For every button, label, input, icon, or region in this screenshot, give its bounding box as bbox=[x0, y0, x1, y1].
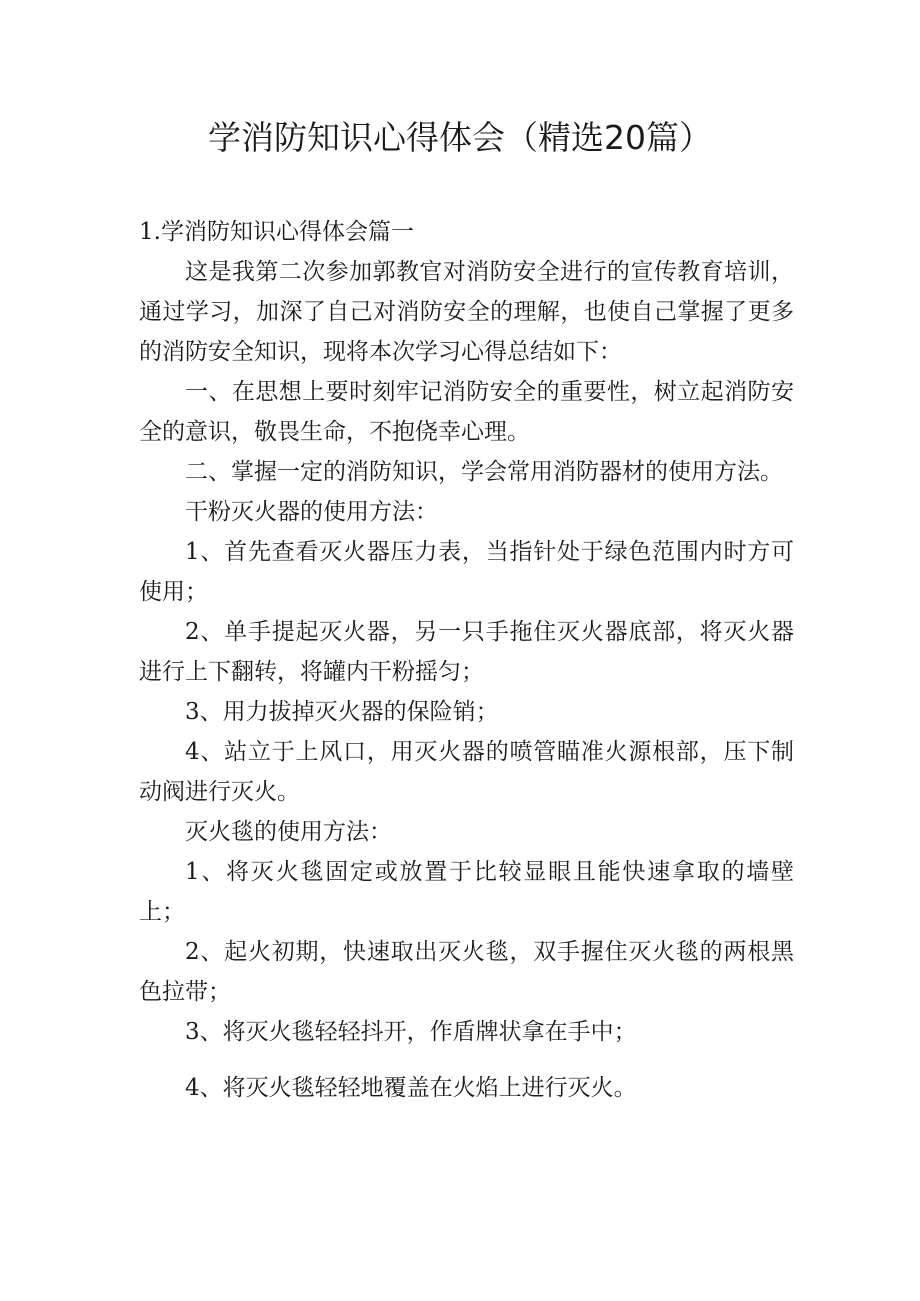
list-item: 1、将灭火毯固定或放置于比较显眼且能快速拿取的墙壁上； bbox=[139, 859, 794, 925]
list-item: 4、将灭火毯轻轻地覆盖在火焰上进行灭火。 bbox=[185, 1075, 637, 1101]
subheading-dry-powder-extinguisher: 干粉灭火器的使用方法： bbox=[185, 499, 438, 525]
paragraph-point-2: 二、掌握一定的消防知识，学会常用消防器材的使用方法。 bbox=[185, 459, 783, 485]
paragraph-intro: 这是我第二次参加郭教官对消防安全进行的宣传教育培训，通过学习，加深了自己对消防安全的理解，也使自己掌握了更多的消防安全知识，现将本次学习心得总结如下： bbox=[139, 259, 794, 365]
subheading-fire-blanket: 灭火毯的使用方法： bbox=[185, 819, 392, 845]
list-item: 2、单手提起灭火器，另一只手拖住灭火器底部，将灭火器进行上下翻转，将罐内干粉摇匀； bbox=[139, 619, 794, 685]
list-item: 2、起火初期，快速取出灭火毯，双手握住灭火毯的两根黑色拉带； bbox=[139, 939, 794, 1005]
list-item: 1、首先查看灭火器压力表，当指针处于绿色范围内时方可使用； bbox=[139, 539, 794, 605]
list-item: 4、站立于上风口，用灭火器的喷管瞄准火源根部，压下制动阀进行灭火。 bbox=[139, 739, 794, 805]
page-title: 学消防知识心得体会（精选20篇） bbox=[208, 118, 712, 157]
section-heading: 1.学消防知识心得体会篇一 bbox=[139, 219, 414, 245]
document-body bbox=[139, 212, 794, 1108]
list-item: 3、用力拔掉灭火器的保险销； bbox=[185, 699, 499, 725]
list-item: 3、将灭火毯轻轻抖开，作盾牌状拿在手中； bbox=[185, 1019, 637, 1045]
paragraph-point-1: 一、在思想上要时刻牢记消防安全的重要性，树立起消防安全的意识，敬畏生命，不抱侥幸心理。 bbox=[139, 379, 794, 445]
